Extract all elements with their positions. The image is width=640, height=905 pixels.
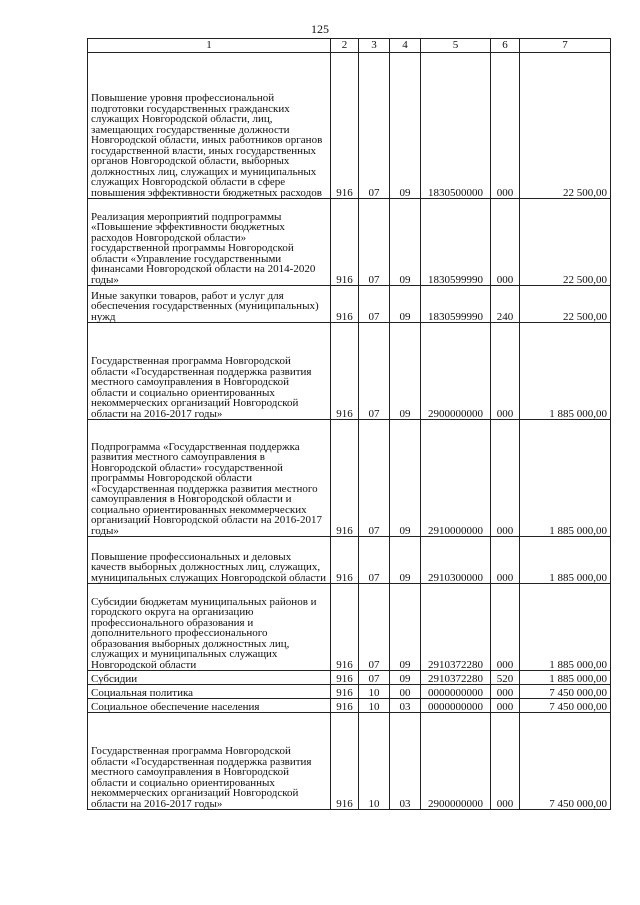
- cell-section: 07: [359, 584, 390, 671]
- cell-target-item: 0000000000: [421, 699, 491, 713]
- cell-target-item: 1830599990: [421, 286, 491, 323]
- cell-ministry-code: 916: [331, 671, 359, 685]
- table-row: [88, 420, 611, 537]
- row-name: Социальное обеспечение населения: [88, 699, 331, 713]
- column-header-3: 3: [359, 39, 390, 53]
- table-header-row: [88, 39, 611, 53]
- column-header-1: 1: [88, 39, 331, 53]
- cell-section: 10: [359, 699, 390, 713]
- cell-ministry-code: 916: [331, 199, 359, 286]
- cell-section: 07: [359, 671, 390, 685]
- cell-amount: 22 500,00: [520, 286, 611, 323]
- cell-target-item: 0000000000: [421, 685, 491, 699]
- cell-amount: 22 500,00: [520, 199, 611, 286]
- table-row: [88, 713, 611, 810]
- cell-expense-type: 000: [491, 537, 520, 584]
- cell-ministry-code: 916: [331, 685, 359, 699]
- cell-subsection: 09: [390, 537, 421, 584]
- cell-subsection: 03: [390, 713, 421, 810]
- cell-amount: 1 885 000,00: [520, 537, 611, 584]
- cell-target-item: 2900000000: [421, 713, 491, 810]
- cell-amount: 1 885 000,00: [520, 420, 611, 537]
- row-name: Иные закупки товаров, работ и услуг для обеспечения государственных (муниципальных) нужд: [88, 286, 331, 323]
- cell-ministry-code: 916: [331, 699, 359, 713]
- row-name: Реализация мероприятий подпрограммы «Повышение эффективности бюджетных расходов Новгородской области» государственной программы Новгородской области «Управление государственными финансами Новгородской области на 2014-2020 годы»: [88, 199, 331, 286]
- cell-target-item: 2910372280: [421, 584, 491, 671]
- column-header-2: 2: [331, 39, 359, 53]
- column-header-6: 6: [491, 39, 520, 53]
- cell-subsection: 09: [390, 323, 421, 420]
- cell-section: 07: [359, 199, 390, 286]
- cell-ministry-code: 916: [331, 713, 359, 810]
- cell-ministry-code: 916: [331, 286, 359, 323]
- cell-expense-type: 000: [491, 699, 520, 713]
- cell-target-item: 1830599990: [421, 199, 491, 286]
- row-name: Субсидии бюджетам муниципальных районов и городского округа на организацию профессионального образования и дополнительного профессионального образования выборных должностных лиц, служащих и муниципальных служащих Новгородской области: [88, 584, 331, 671]
- column-header-5: 5: [421, 39, 491, 53]
- cell-expense-type: 000: [491, 199, 520, 286]
- cell-amount: 7 450 000,00: [520, 685, 611, 699]
- page-number: 125: [311, 22, 329, 36]
- row-name: Субсидии: [88, 671, 331, 685]
- cell-ministry-code: 916: [331, 584, 359, 671]
- cell-amount: 1 885 000,00: [520, 584, 611, 671]
- cell-subsection: 09: [390, 420, 421, 537]
- cell-amount: 22 500,00: [520, 53, 611, 199]
- cell-expense-type: 240: [491, 286, 520, 323]
- cell-expense-type: 000: [491, 420, 520, 537]
- column-header-4: 4: [390, 39, 421, 53]
- row-name: Государственная программа Новгородской области «Государственная поддержка развития местного самоуправления в Новгородской области и социально ориентированных некоммерческих организаций Новгородской области на 2016-2017 годы»: [88, 713, 331, 810]
- cell-section: 10: [359, 685, 390, 699]
- cell-subsection: 03: [390, 699, 421, 713]
- table-row: [88, 671, 611, 685]
- cell-subsection: 09: [390, 671, 421, 685]
- cell-target-item: 2910300000: [421, 537, 491, 584]
- cell-amount: 7 450 000,00: [520, 699, 611, 713]
- cell-section: 07: [359, 323, 390, 420]
- row-name: Повышение профессиональных и деловых качеств выборных должностных лиц, служащих, муниципальных служащих Новгородской области: [88, 537, 331, 584]
- cell-ministry-code: 916: [331, 420, 359, 537]
- cell-subsection: 09: [390, 53, 421, 199]
- table-row: [88, 537, 611, 584]
- cell-section: 10: [359, 713, 390, 810]
- cell-target-item: 1830500000: [421, 53, 491, 199]
- cell-subsection: 09: [390, 286, 421, 323]
- cell-expense-type: 000: [491, 685, 520, 699]
- column-header-7: 7: [520, 39, 611, 53]
- cell-subsection: 00: [390, 685, 421, 699]
- cell-section: 07: [359, 537, 390, 584]
- cell-expense-type: 000: [491, 713, 520, 810]
- cell-amount: 7 450 000,00: [520, 713, 611, 810]
- row-name: Социальная политика: [88, 685, 331, 699]
- budget-table: [87, 38, 611, 810]
- cell-ministry-code: 916: [331, 537, 359, 584]
- table-row: [88, 323, 611, 420]
- cell-section: 07: [359, 286, 390, 323]
- cell-amount: 1 885 000,00: [520, 323, 611, 420]
- table-row: [88, 53, 611, 199]
- row-name: Подпрограмма «Государственная поддержка развития местного самоуправления в Новгородской области» государственной программы Новгородской области «Государственная поддержка развития местного самоуправления в Новгородской области и социально ориентированных некоммерческих организаций Новгородской области на 2016-2017 годы»: [88, 420, 331, 537]
- cell-target-item: 2900000000: [421, 323, 491, 420]
- cell-amount: 1 885 000,00: [520, 671, 611, 685]
- cell-ministry-code: 916: [331, 53, 359, 199]
- cell-expense-type: 000: [491, 584, 520, 671]
- cell-target-item: 2910000000: [421, 420, 491, 537]
- row-name: Государственная программа Новгородской области «Государственная поддержка развития местного самоуправления в Новгородской области и социально ориентированных некоммерческих организаций Новгородской области на 2016-2017 годы»: [88, 323, 331, 420]
- table-row: [88, 699, 611, 713]
- cell-subsection: 09: [390, 584, 421, 671]
- table-row: [88, 286, 611, 323]
- cell-target-item: 2910372280: [421, 671, 491, 685]
- cell-expense-type: 000: [491, 323, 520, 420]
- cell-section: 07: [359, 53, 390, 199]
- table-row: [88, 199, 611, 286]
- table-row: [88, 584, 611, 671]
- cell-section: 07: [359, 420, 390, 537]
- row-name: Повышение уровня профессиональной подготовки государственных гражданских служащих Новгородской области, лиц, замещающих государственные должности Новгородской области, иных работников органов государственной власти, иных государственных органов Новгородской области, выборных должностных лиц, служащих и муниципальных служащих Новгородской области в сфере повышения эффективности бюджетных расходов: [88, 53, 331, 199]
- cell-expense-type: 520: [491, 671, 520, 685]
- cell-subsection: 09: [390, 199, 421, 286]
- table-row: [88, 685, 611, 699]
- cell-ministry-code: 916: [331, 323, 359, 420]
- cell-expense-type: 000: [491, 53, 520, 199]
